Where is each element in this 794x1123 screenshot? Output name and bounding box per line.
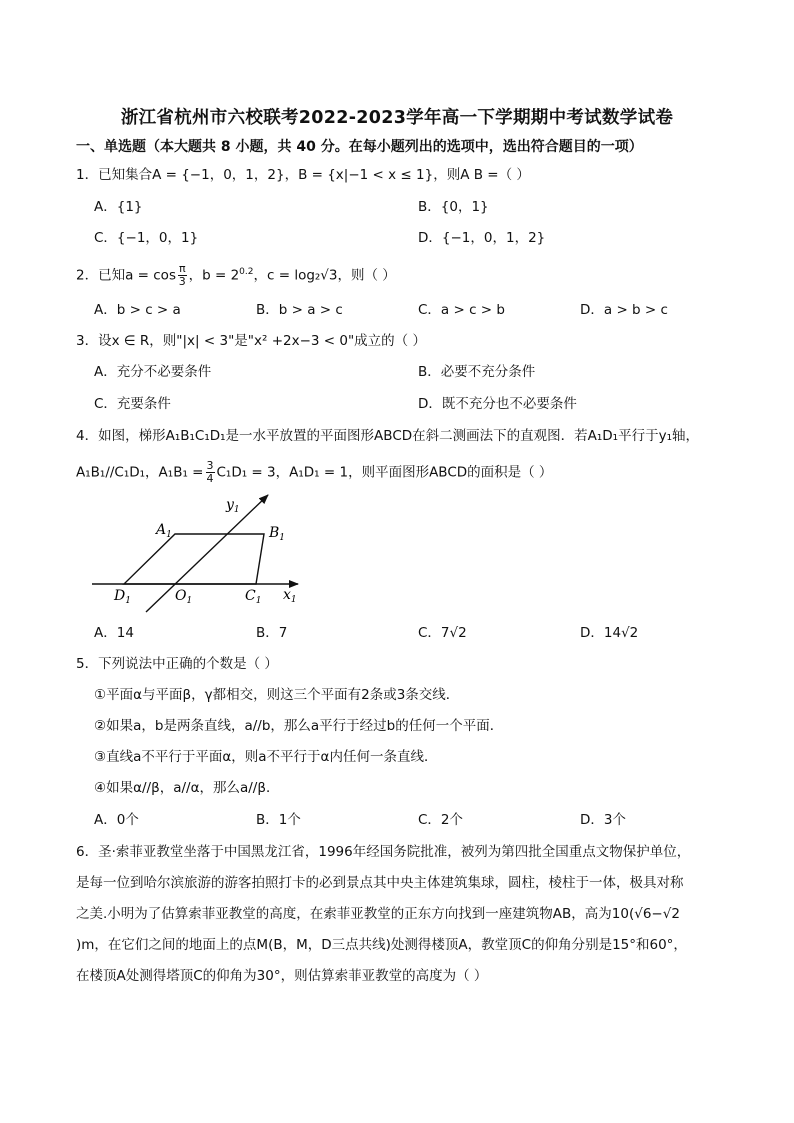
question-2-option-d: D．a > b > c bbox=[580, 302, 668, 318]
question-2-stem-post: ，b = 2 bbox=[188, 267, 240, 284]
question-3-option-b: B．必要不充分条件 bbox=[418, 364, 536, 380]
question-2-fraction-numerator: π bbox=[178, 262, 186, 275]
question-4-stem-line2 bbox=[76, 460, 552, 485]
question-2-stem-tail: ，c = log₂√3，则（ ） bbox=[253, 267, 396, 284]
question-2-stem bbox=[76, 263, 396, 288]
question-4-option-d: D．14√2 bbox=[580, 625, 639, 641]
label-c1: $C_1$ bbox=[245, 588, 262, 606]
trapezoid-diagram bbox=[86, 493, 316, 623]
question-4-option-c: C．7√2 bbox=[418, 625, 467, 641]
question-6-line-4: )m，在它们之间的地面上的点M(B，M，D三点共线)处测得楼顶A，教堂顶C的仰角分别是15°和60°， bbox=[76, 937, 687, 953]
label-o1: $O_1$ bbox=[175, 588, 193, 606]
question-2-fraction bbox=[178, 263, 187, 288]
question-5-statement-1: ①平面α与平面β，γ都相交，则这三个平面有2条或3条交线． bbox=[94, 687, 460, 703]
question-5-stem: 5．下列说法中正确的个数是（ ） bbox=[76, 656, 278, 672]
label-b1: $B_1$ bbox=[269, 525, 286, 543]
question-1-option-d: D．{−1，0，1，2} bbox=[418, 230, 546, 246]
label-d1: $D_1$ bbox=[114, 588, 131, 606]
label-y1: $y_1$ bbox=[226, 497, 240, 515]
question-4-stem2-pre: A₁B₁//C₁D₁，A₁B₁ = bbox=[76, 464, 204, 481]
question-3-option-a: A．充分不必要条件 bbox=[94, 364, 212, 380]
question-6-line-1: 6．圣·索菲亚教堂坐落于中国黑龙江省，1996年经国务院批准，被列为第四批全国重点文物保护单位， bbox=[76, 844, 691, 860]
question-2-option-a: A．b > c > a bbox=[94, 302, 181, 318]
question-3-stem: 3．设x ∈ R，则"|x| < 3"是"x² +2x−3 < 0"成立的（ ） bbox=[76, 333, 426, 349]
question-2-stem-pre: 2．已知a = cos bbox=[76, 267, 176, 284]
question-2-option-c: C．a > c > b bbox=[418, 302, 505, 318]
question-5-statement-3: ③直线a不平行于平面α，则a不平行于α内任何一条直线． bbox=[94, 749, 438, 765]
question-6-line-5: 在楼顶A处测得塔顶C的仰角为30°，则估算索菲亚教堂的高度为（ ） bbox=[76, 968, 488, 984]
label-x1: $x_1$ bbox=[283, 587, 297, 605]
question-6-line-2: 是每一位到哈尔滨旅游的游客拍照打卡的必到景点其中央主体建筑集球，圆柱，棱柱于一体，极具对称 bbox=[76, 875, 684, 891]
question-4-stem2-post: C₁D₁ = 3，A₁D₁ = 1，则平面图形ABCD的面积是（ ） bbox=[216, 464, 553, 481]
question-1-option-b: B．{0，1} bbox=[418, 199, 489, 215]
question-5-option-c: C．2个 bbox=[418, 812, 464, 828]
question-1-stem: 1．已知集合A = {−1，0，1，2}，B = {x|−1 < x ≤ 1}，则A B =（ ） bbox=[76, 167, 530, 183]
section-heading-single-choice: 一、单选题（本大题共 8 小题，共 40 分。在每小题列出的选项中，选出符合题目的一项） bbox=[76, 139, 643, 155]
question-5-option-d: D．3个 bbox=[580, 812, 626, 828]
question-4-fraction-denominator: 4 bbox=[206, 472, 214, 485]
question-2-option-b: B．b > a > c bbox=[256, 302, 343, 318]
question-3-option-d: D．既不充分也不必要条件 bbox=[418, 396, 577, 412]
question-4-fraction-numerator: 3 bbox=[206, 459, 214, 472]
trapezoid-a1b1c1d1 bbox=[124, 534, 264, 584]
question-4-option-b: B．7 bbox=[256, 625, 288, 641]
question-1-option-a: A．{1} bbox=[94, 199, 143, 215]
label-a1: $A_1$ bbox=[156, 522, 172, 540]
question-2-fraction-denominator: 3 bbox=[178, 275, 186, 288]
question-4-stem-line1: 4．如图，梯形A₁B₁C₁D₁是一水平放置的平面图形ABCD在斜二测画法下的直观图．若A₁D₁平行于y₁轴， bbox=[76, 428, 699, 444]
question-4-fraction bbox=[206, 460, 215, 485]
question-1-option-c: C．{−1，0，1} bbox=[94, 230, 199, 246]
question-3-option-c: C．充要条件 bbox=[94, 396, 171, 412]
question-2-exponent: 0.2 bbox=[239, 267, 254, 277]
question-6-line-3: 之美.小明为了估算索菲亚教堂的高度，在索菲亚教堂的正东方向找到一座建筑物AB，高为10(√6−√2 bbox=[76, 906, 680, 922]
question-5-statement-2: ②如果a，b是两条直线，a//b，那么a平行于经过b的任何一个平面． bbox=[94, 718, 504, 734]
question-5-statement-4: ④如果α//β，a//α，那么a//β． bbox=[94, 780, 280, 796]
question-5-option-b: B．1个 bbox=[256, 812, 301, 828]
question-5-option-a: A．0个 bbox=[94, 812, 139, 828]
exam-title: 浙江省杭州市六校联考2022-2023学年高一下学期期中考试数学试卷 bbox=[120, 108, 674, 128]
question-4-option-a: A．14 bbox=[94, 625, 134, 641]
